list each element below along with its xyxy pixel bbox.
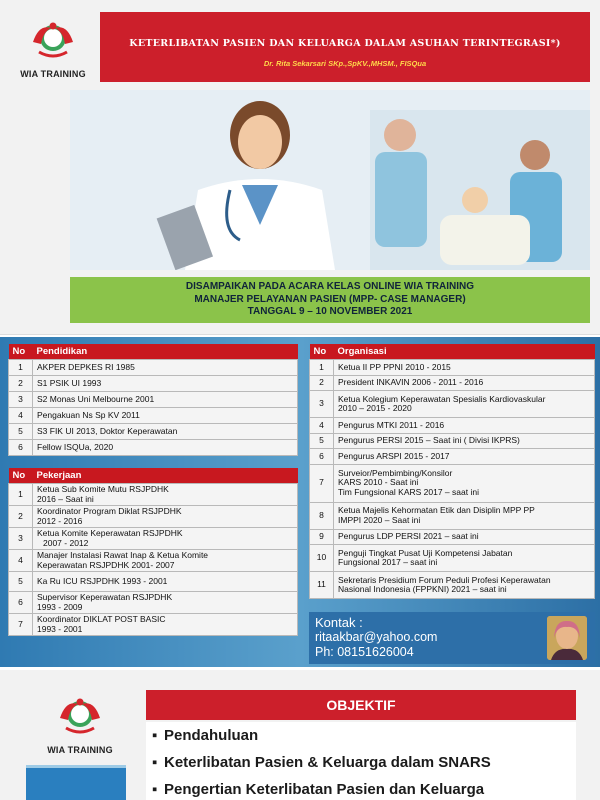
pendidikan-table bbox=[8, 344, 298, 456]
row-text bbox=[33, 592, 298, 614]
row-line-2: 2007 - 2012 bbox=[43, 537, 89, 548]
row-text bbox=[33, 506, 298, 528]
row-line-1: Pengurus ARSPI 2015 - 2017 bbox=[338, 450, 450, 461]
row-number: 2 bbox=[310, 375, 334, 391]
row-number: 1 bbox=[310, 360, 334, 376]
row-text bbox=[33, 528, 298, 550]
row-line-1: Manajer Instalasi Rawat Inap & Ketua Komite bbox=[37, 550, 209, 560]
row-line-2: 1993 - 2001 bbox=[37, 623, 83, 634]
row-number: 6 bbox=[9, 440, 33, 456]
table-row bbox=[9, 506, 298, 528]
row-number: 5 bbox=[9, 572, 33, 592]
bullet-icon: ▪ bbox=[152, 781, 158, 798]
table-row bbox=[9, 614, 298, 636]
row-line-1: Koordinator Program Diklat RSJPDHK bbox=[37, 506, 182, 516]
row-line-1: Ketua Majelis Kehormatan Etik dan Disiplin MPP PP bbox=[338, 505, 535, 515]
row-text bbox=[334, 433, 595, 449]
logo-text: WIA TRAINING bbox=[20, 69, 86, 79]
logo-text: WIA TRAINING bbox=[47, 745, 113, 755]
row-line-1: Ketua II PP PPNI 2010 - 2015 bbox=[338, 361, 451, 372]
banner-line-3: TANGGAL 9 – 10 NOVEMBER 2021 bbox=[247, 306, 413, 317]
list-item-text: Keterlibatan Pasien & Keluarga dalam SNARS bbox=[164, 754, 491, 771]
row-line-1: Pengurus MTKI 2011 - 2016 bbox=[338, 419, 445, 430]
profile-slide bbox=[0, 337, 600, 667]
row-line-1: Pengurus PERSI 2015 – Saat ini ( Divisi IKPRS) bbox=[338, 435, 520, 445]
row-line-1: Ka Ru ICU RSJPDHK 1993 - 2001 bbox=[37, 575, 168, 586]
row-number: 10 bbox=[310, 545, 334, 572]
row-text bbox=[33, 614, 298, 636]
contact-phone: Ph: 08151626004 bbox=[315, 645, 414, 659]
table-row bbox=[9, 592, 298, 614]
row-text: S3 FIK UI 2013, Doktor Keperawatan bbox=[33, 424, 298, 440]
row-text: S1 PSIK UI 1993 bbox=[33, 376, 298, 392]
table-header-organisasi: Organisasi bbox=[334, 344, 595, 360]
table-row bbox=[310, 360, 595, 376]
row-number: 1 bbox=[9, 360, 33, 376]
row-number: 3 bbox=[310, 391, 334, 418]
objective-slide bbox=[0, 670, 600, 800]
row-number: 5 bbox=[310, 433, 334, 449]
table-row bbox=[9, 550, 298, 572]
row-text bbox=[334, 464, 595, 502]
list-item bbox=[146, 776, 576, 800]
table-row bbox=[310, 375, 595, 391]
table-row bbox=[9, 484, 298, 506]
banner-line-2: MANAJER PELAYANAN PASIEN (MPP- CASE MANAGER) bbox=[194, 293, 466, 305]
row-text bbox=[334, 360, 595, 376]
bullet-icon: ▪ bbox=[152, 727, 158, 744]
list-item bbox=[146, 722, 576, 749]
title-banner bbox=[100, 12, 590, 82]
table-row bbox=[9, 440, 298, 456]
row-number: 1 bbox=[9, 484, 33, 506]
wia-logo bbox=[10, 18, 96, 79]
row-text bbox=[334, 391, 595, 418]
row-line-2: Nasional Indonesia (FPPKNI) 2021 – saat ini bbox=[338, 584, 507, 594]
table-row bbox=[9, 528, 298, 550]
contact-title: Kontak : bbox=[315, 615, 363, 630]
avatar bbox=[547, 616, 587, 660]
row-number: 4 bbox=[310, 418, 334, 434]
row-text: Fellow ISQUa, 2020 bbox=[33, 440, 298, 456]
row-number: 5 bbox=[9, 424, 33, 440]
table-header-no: No bbox=[9, 344, 33, 360]
row-text bbox=[33, 484, 298, 506]
row-line-2: Fungsional 2017 – saat ini bbox=[338, 557, 438, 567]
row-number: 2 bbox=[9, 506, 33, 528]
row-line-2: KARS 2010 - Saat ini bbox=[338, 477, 419, 488]
table-row bbox=[9, 408, 298, 424]
table-row bbox=[310, 433, 595, 449]
row-line-2: Keperawatan RSJPDHK 2001- 2007 bbox=[37, 559, 175, 570]
table-row bbox=[9, 392, 298, 408]
row-text bbox=[334, 375, 595, 391]
row-number: 11 bbox=[310, 572, 334, 599]
row-line-3: Tim Fungsional KARS 2017 – saat ini bbox=[338, 486, 479, 497]
row-number: 9 bbox=[310, 529, 334, 545]
row-line-1: Sekretaris Presidium Forum Peduli Profesi Keperawatan bbox=[338, 574, 551, 585]
row-line-1: Ketua Kolegium Keperawatan Spesialis Kardiovaskular bbox=[338, 393, 546, 404]
row-line-1: Ketua Sub Komite Mutu RSJPDHK bbox=[37, 484, 169, 494]
row-number: 7 bbox=[310, 464, 334, 502]
row-line-2: IMPPI 2020 – Saat ini bbox=[338, 514, 421, 525]
person-portrait-icon bbox=[547, 616, 587, 660]
wia-emblem-icon bbox=[25, 18, 81, 62]
presentation-title: KETERLIBATAN PASIEN DAN KELUARGA DALAM ASUHAN TERINTEGRASI*) bbox=[129, 38, 561, 49]
row-line-2: 2016 – Saat ini bbox=[37, 493, 94, 504]
author-name: Dr. Rita Sekarsari SKp.,SpKV.,MHSM., FISQua bbox=[263, 59, 427, 68]
row-number: 2 bbox=[9, 376, 33, 392]
row-text bbox=[334, 502, 595, 529]
list-item-text: Pengertian Keterlibatan Pasien dan Keluarga bbox=[164, 781, 485, 798]
row-line-1: Surveior/Pembimbing/Konsilor bbox=[338, 467, 453, 478]
row-number: 8 bbox=[310, 502, 334, 529]
wia-logo bbox=[40, 694, 120, 755]
row-line-1: Koordinator DIKLAT POST BASIC bbox=[37, 614, 166, 624]
row-text bbox=[33, 550, 298, 572]
table-row bbox=[310, 464, 595, 502]
table-row bbox=[310, 572, 595, 599]
wia-emblem-icon bbox=[52, 694, 108, 738]
row-text: S2 Monas Uni Melbourne 2001 bbox=[33, 392, 298, 408]
row-text bbox=[33, 572, 298, 592]
bullet-icon: ▪ bbox=[152, 754, 158, 771]
table-row bbox=[310, 502, 595, 529]
table-row bbox=[310, 391, 595, 418]
table-row bbox=[9, 360, 298, 376]
objective-title: OBJEKTIF bbox=[146, 690, 576, 720]
medical-staff-photo bbox=[70, 90, 590, 270]
row-text bbox=[334, 572, 595, 599]
title-slide bbox=[0, 0, 600, 335]
table-row bbox=[310, 529, 595, 545]
row-text bbox=[334, 545, 595, 572]
row-number: 4 bbox=[9, 408, 33, 424]
table-row bbox=[310, 545, 595, 572]
row-line-1: Penguji Tingkat Pusat Uji Kompetensi Jabatan bbox=[338, 547, 513, 558]
row-text bbox=[334, 418, 595, 434]
organisasi-table bbox=[309, 344, 595, 599]
contact-email: ritaakbar@yahoo.com bbox=[315, 630, 438, 644]
banner-line-1: DISAMPAIKAN PADA ACARA KELAS ONLINE WIA TRAINING bbox=[185, 281, 475, 292]
table-row bbox=[310, 449, 595, 465]
row-number: 3 bbox=[9, 392, 33, 408]
row-line-2: 2010 – 2015 - 2020 bbox=[338, 403, 412, 413]
table-row bbox=[9, 572, 298, 592]
row-text bbox=[334, 449, 595, 465]
contact-box bbox=[309, 612, 595, 664]
list-item bbox=[146, 749, 576, 776]
doctor-illustration-icon bbox=[70, 90, 590, 270]
row-text bbox=[334, 529, 595, 545]
row-line-2: 1993 - 2009 bbox=[37, 601, 83, 612]
row-line-1: Supervisor Keperawatan RSJPDHK bbox=[37, 592, 173, 602]
row-line-1: President INKAVIN 2006 - 2011 - 2016 bbox=[338, 377, 484, 387]
table-row bbox=[9, 424, 298, 440]
row-line-2: 2012 - 2016 bbox=[37, 515, 83, 526]
objective-list bbox=[146, 722, 576, 800]
event-banner bbox=[70, 277, 590, 323]
row-line-1: Pengurus LDP PERSI 2021 – saat ini bbox=[338, 531, 479, 541]
table-header-pendidikan: Pendidikan bbox=[33, 344, 298, 360]
table-header-pekerjaan: Pekerjaan bbox=[33, 468, 298, 484]
table-header-no: No bbox=[310, 344, 334, 360]
row-number: 6 bbox=[9, 592, 33, 614]
pekerjaan-table bbox=[8, 468, 298, 636]
table-row bbox=[310, 418, 595, 434]
row-number: 4 bbox=[9, 550, 33, 572]
row-text: AKPER DEPKES RI 1985 bbox=[33, 360, 298, 376]
decorative-panel bbox=[26, 765, 126, 800]
list-item-text: Pendahuluan bbox=[164, 727, 259, 744]
row-number: 6 bbox=[310, 449, 334, 465]
row-number: 3 bbox=[9, 528, 33, 550]
table-header-no: No bbox=[9, 468, 33, 484]
row-line-1: Ketua Komite Keperawatan RSJPDHK bbox=[37, 528, 183, 538]
table-row bbox=[9, 376, 298, 392]
row-text: Pengakuan Ns Sp KV 2011 bbox=[33, 408, 298, 424]
row-number: 7 bbox=[9, 614, 33, 636]
